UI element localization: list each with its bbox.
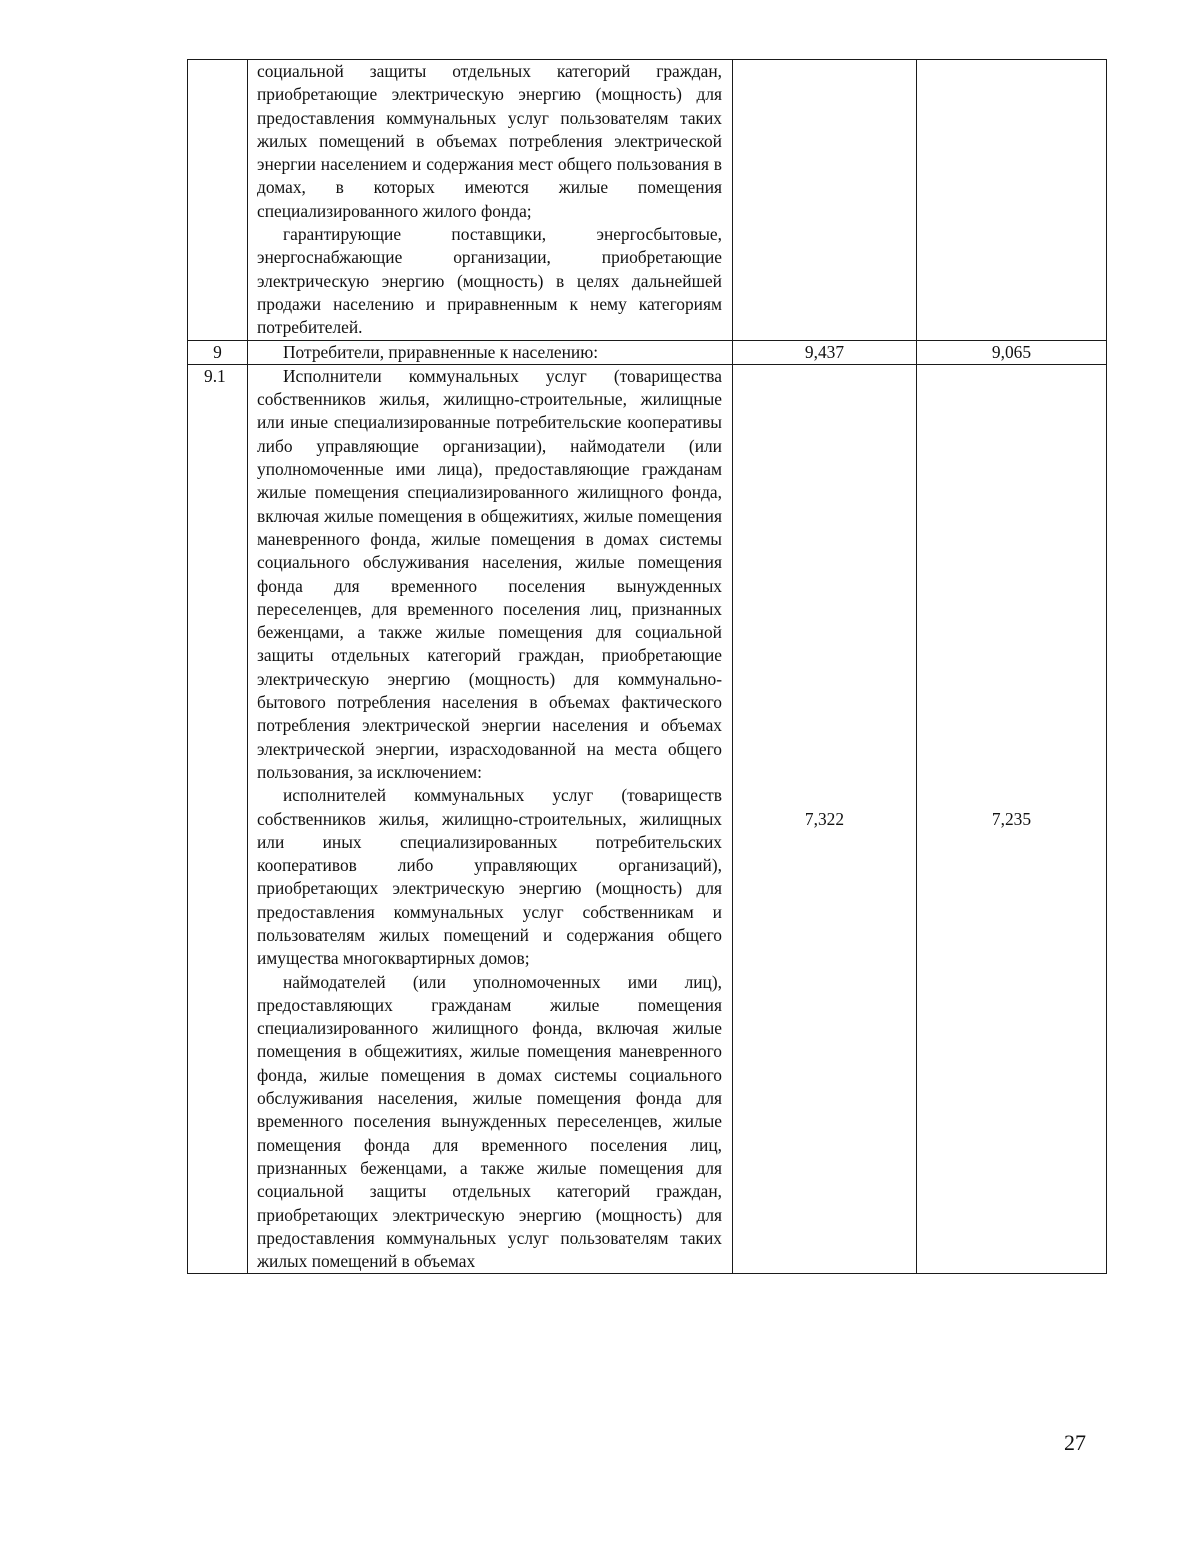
value-cell-2 xyxy=(917,60,1107,341)
description-paragraph: исполнителей коммунальных услуг (товариществ собственников жилья, жилищно-строительных, жилищных или иных специализированных потребительских кооперативов либо управляющих организаций), приобретающих электрическую энергию (мощность) для предоставления коммунальных услуг собственникам и пользователям жилых помещений и содержания общего имущества многоквартирных домов; xyxy=(257,785,722,969)
table-row-9-1 xyxy=(188,364,1107,1274)
description-paragraph: Исполнители коммунальных услуг (товарищества собственников жилья, жилищно-строительные, жилищные или иные специализированные потребительские кооперативы либо управляющие организации), наймодатели (или уполномоченные ими лица), предоставляющие гражданам жилые помещения специализированного жилищного фонда, включая жилые помещения в общежитиях, жилые помещения маневренного фонда, жилые помещения в домах системы социального обслуживания населения, жилые помещения фонда для временного поселения вынужденных переселенцев, для временного поселения лиц, признанных беженцами, а также жилые помещения для социальной защиты отдельных категорий граждан, приобретающие электрическую энергию (мощность) для коммунально-бытового потребления населения в объемах фактического потребления электрической энергии населения и объемах электрической энергии, израсходованной на места общего пользования, за исключением: xyxy=(257,365,722,782)
description-paragraph: социальной защиты отдельных категорий граждан, приобретающие электрическую энергию (мощность) для предоставления коммунальных услуг пользователям таких жилых помещений в объемах потребления электрической энергии населением и содержания мест общего пользования в домах, в которых имеются жилые помещения специализированного жилого фонда; xyxy=(257,61,722,221)
row-number-cell xyxy=(188,60,248,341)
row-description-cell xyxy=(248,340,733,364)
value-cell-2: 7,235 xyxy=(917,364,1107,1274)
description-paragraph: гарантирующие поставщики, энергосбытовые, энергоснабжающие организации, приобретающие электрическую энергию (мощность) в целях дальнейшей продажи населению и приравненным к нему категориям потребителей. xyxy=(257,224,722,338)
value-cell-1: 9,437 xyxy=(733,340,917,364)
description-paragraph: наймодателей (или уполномоченных ими лиц), предоставляющих гражданам жилые помещения специализированного жилищного фонда, включая жилые помещения в общежитиях, жилые помещения маневренного фонда, жилые помещения в домах системы социального обслуживания населения, жилые помещения фонда для временного поселения вынужденных переселенцев, жилые помещения фонда для временного поселения лиц, признанных беженцами, а также жилые помещения для социальной защиты отдельных категорий граждан, приобретающих электрическую энергию (мощность) для предоставления коммунальных услуг пользователям таких жилых помещений в объемах xyxy=(257,971,722,1272)
row-description-cell xyxy=(248,60,733,341)
row-number-cell: 9 xyxy=(188,340,248,364)
value-cell-1: 7,322 xyxy=(733,364,917,1274)
table-row-9 xyxy=(188,340,1107,364)
tariff-table xyxy=(187,59,1107,1274)
row-number-cell: 9.1 xyxy=(188,364,248,1274)
table-row-continuation xyxy=(188,60,1107,341)
description-paragraph: Потребители, приравненные к населению: xyxy=(283,341,599,362)
row-description-cell xyxy=(248,364,733,1274)
value-cell-2: 9,065 xyxy=(917,340,1107,364)
page-number: 27 xyxy=(1064,1430,1086,1455)
value-cell-1 xyxy=(733,60,917,341)
